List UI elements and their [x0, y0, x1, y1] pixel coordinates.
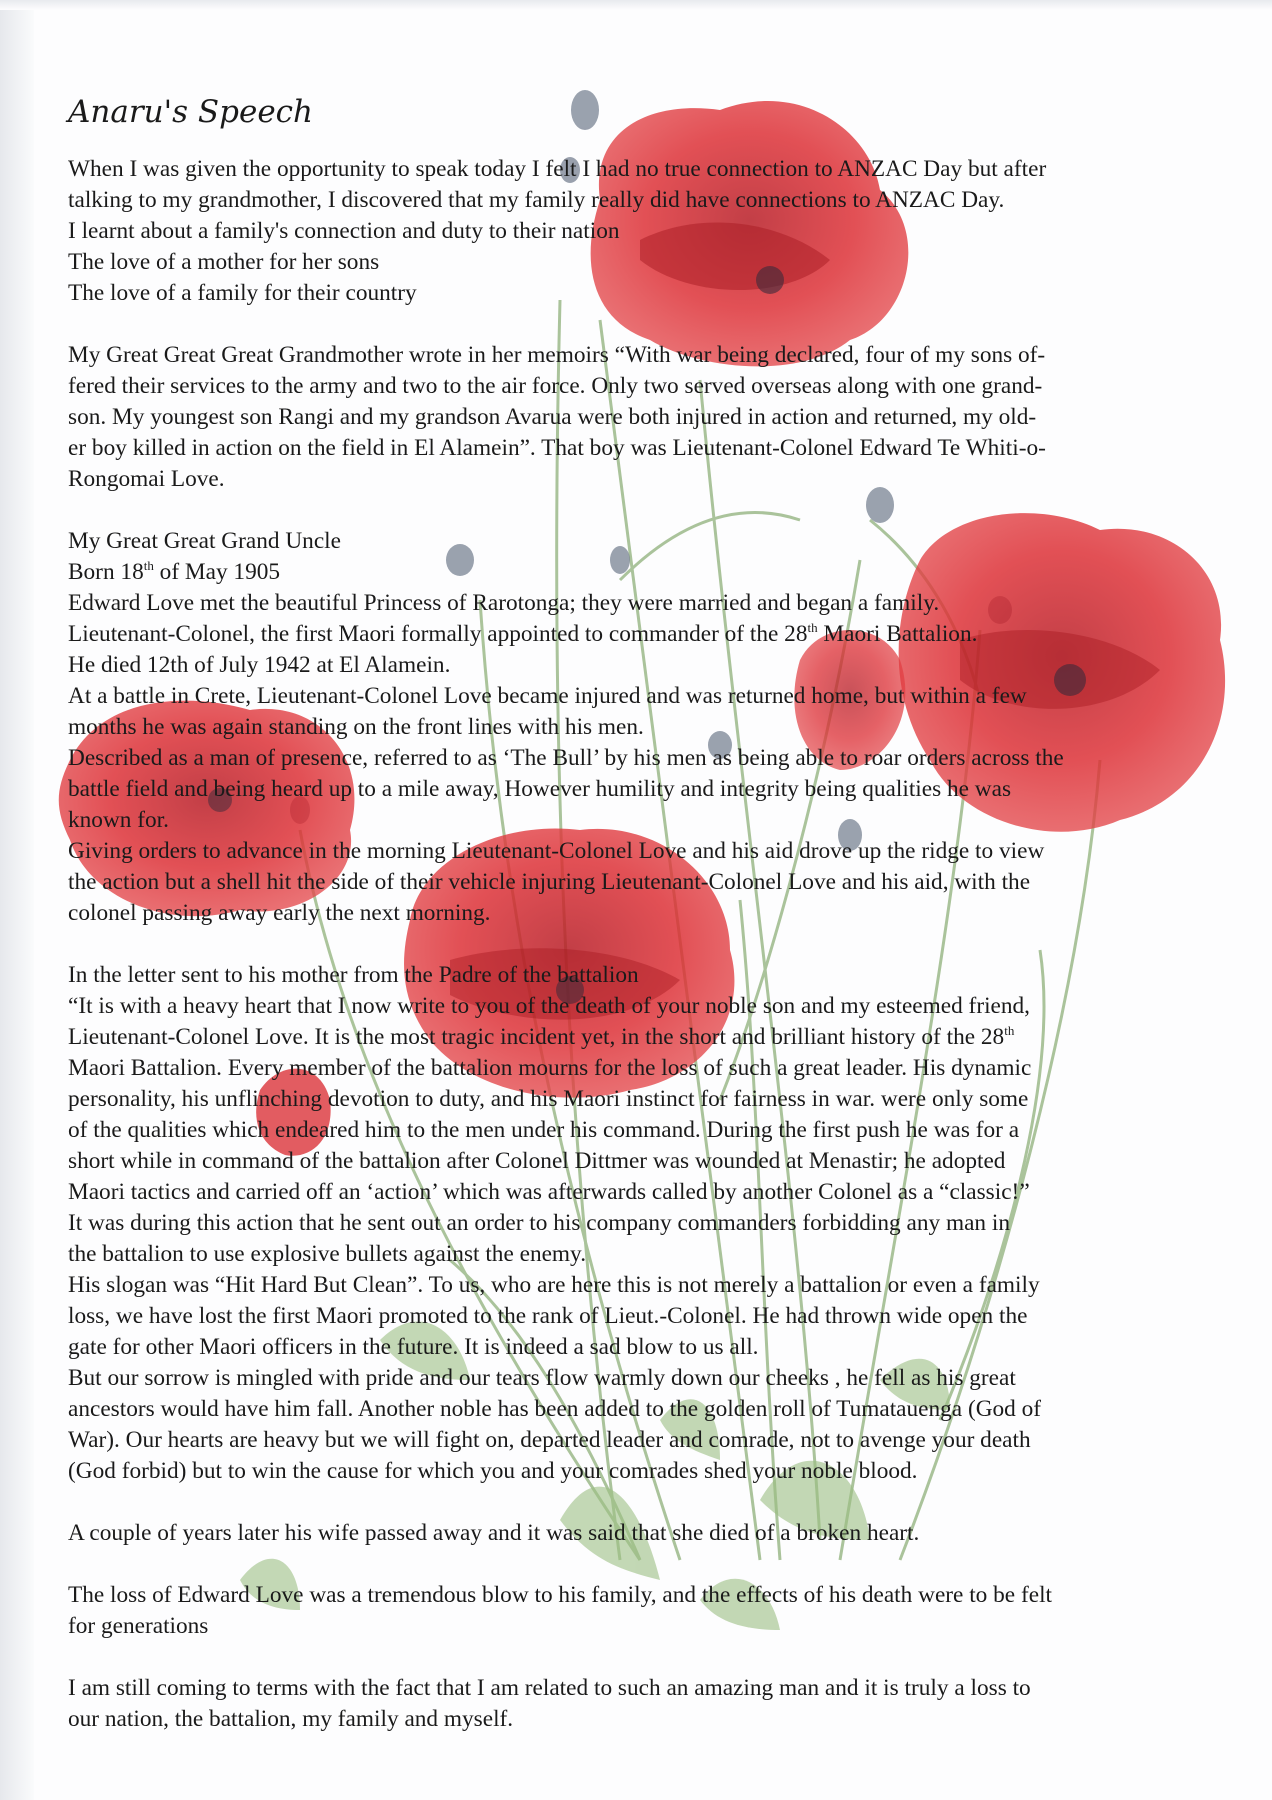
text-line: er boy killed in action on the field in El Alamein”. That boy was Lieutenant-Colonel Edward Te Whiti-o-	[68, 435, 1046, 461]
text-line: Giving orders to advance in the morning Lieutenant-Colonel Love and his aid drove up the ridge to view	[68, 838, 1045, 864]
text-line: (God forbid) but to win the cause for which you and your comrades shed your noble blood.	[68, 1458, 918, 1484]
text-line: But our sorrow is mingled with pride and our tears flow warmly down our cheeks , he fell as his great	[68, 1365, 1016, 1391]
paragraph-intro	[68, 154, 1223, 309]
paragraph-biography	[68, 526, 1223, 929]
text-line: The loss of Edward Love was a tremendous blow to his family, and the effects of his death were to be felt	[68, 1582, 1053, 1608]
text-line: the battalion to use explosive bullets against the enemy.	[68, 1241, 587, 1267]
text-line: Born 18th of May 1905	[68, 558, 281, 585]
text-line: son. My youngest son Rangi and my grandson Avarua were both injured in action and returned, my old-	[68, 404, 1037, 430]
text-line: fered their services to the army and two to the air force. Only two served overseas along with one grand-	[68, 373, 1043, 399]
text-line: Maori tactics and carried off an ‘action’ which was afterwards called by another Colonel as a “classic!”	[68, 1179, 1030, 1205]
text-line: He died 12th of July 1942 at El Alamein.	[68, 652, 451, 678]
paragraph-memoirs	[68, 340, 1223, 495]
text-line: I learnt about a family's connection and duty to their nation	[68, 218, 620, 244]
text-line: talking to my grandmother, I discovered that my family really did have connections to ANZAC Day.	[68, 187, 1005, 213]
speech-content	[68, 92, 1223, 1766]
text-line: our nation, the battalion, my family and myself.	[68, 1706, 514, 1732]
text-line: When I was given the opportunity to speak today I felt I had no true connection to ANZAC Day but after	[68, 156, 1047, 182]
text-line: War). Our hearts are heavy but we will fight on, departed leader and comrade, not to avenge your death	[68, 1427, 1031, 1453]
text-line: colonel passing away early the next morning.	[68, 900, 491, 926]
text-line: ancestors would have him fall. Another noble has been added to the golden roll of Tumatauenga (God of	[68, 1396, 1042, 1422]
text-line: months he was again standing on the front lines with his men.	[68, 714, 644, 740]
paragraph-letter	[68, 960, 1223, 1487]
text-line: The love of a mother for her sons	[68, 249, 380, 275]
text-line: Lieutenant-Colonel, the first Maori formally appointed to commander of the 28th Maori Battalion.	[68, 620, 978, 647]
text-line: In the letter sent to his mother from the Padre of the battalion	[68, 962, 639, 988]
text-line: My Great Great Great Grandmother wrote in her memoirs “With war being declared, four of my sons of-	[68, 342, 1046, 368]
text-line: “It is with a heavy heart that I now write to you of the death of your noble son and my esteemed friend,	[68, 993, 1031, 1019]
text-line: Lieutenant-Colonel Love. It is the most tragic incident yet, in the short and brilliant history of the 28th	[68, 1023, 1015, 1050]
text-line: short while in command of the battalion after Colonel Dittmer was wounded at Menastir; he adopted	[68, 1148, 1006, 1174]
text-line: At a battle in Crete, Lieutenant-Colonel Love became injured and was returned home, but within a few	[68, 683, 1027, 709]
text-line: Maori Battalion. Every member of the battalion mourns for the loss of such a great leader. His dynamic	[68, 1055, 1032, 1081]
text-line: A couple of years later his wife passed away and it was said that she died of a broken heart.	[68, 1520, 920, 1546]
paragraph-closing	[68, 1673, 1223, 1735]
text-line: Described as a man of presence, referred to as ‘The Bull’ by his men as being able to roar orders across the	[68, 745, 1064, 771]
page-title: Anaru's Speech	[68, 94, 314, 130]
text-line: The love of a family for their country	[68, 280, 417, 306]
text-line: loss, we have lost the first Maori promoted to the rank of Lieut.-Colonel. He had thrown wide open the	[68, 1303, 1028, 1329]
paragraph-loss	[68, 1580, 1223, 1642]
text-line: for generations	[68, 1613, 209, 1639]
text-line: gate for other Maori officers in the future. It is indeed a sad blow to us all.	[68, 1334, 759, 1360]
text-line: of the qualities which endeared him to the men under his command. During the first push he was for a	[68, 1117, 1020, 1143]
text-line: I am still coming to terms with the fact that I am related to such an amazing man and it is truly a loss to	[68, 1675, 1031, 1701]
text-line: known for.	[68, 807, 169, 833]
text-line: the action but a shell hit the side of their vehicle injuring Lieutenant-Colonel Love and his aid, with the	[68, 869, 1031, 895]
paragraph-wife	[68, 1518, 1223, 1549]
text-line: battle field and being heard up to a mile away, However humility and integrity being qualities he was	[68, 776, 1012, 802]
text-line: Edward Love met the beautiful Princess of Rarotonga; they were married and began a family.	[68, 590, 940, 616]
text-line: Rongomai Love.	[68, 466, 225, 492]
text-line: It was during this action that he sent out an order to his company commanders forbidding any man in	[68, 1210, 1011, 1236]
text-line: personality, his unflinching devotion to duty, and his Maori instinct for fairness in war. were only some	[68, 1086, 1029, 1112]
text-line: His slogan was “Hit Hard But Clean”. To us, who are here this is not merely a battalion or even a family	[68, 1272, 1040, 1298]
text-line: My Great Great Grand Uncle	[68, 528, 341, 554]
